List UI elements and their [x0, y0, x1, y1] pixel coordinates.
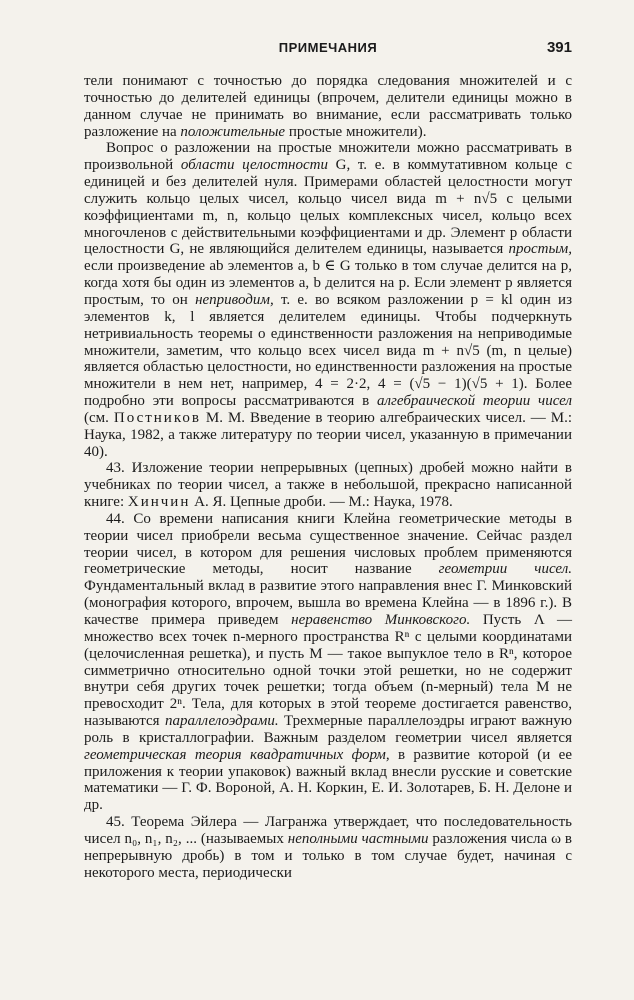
note-43: [84, 460, 572, 511]
italic-term: простым,: [508, 241, 572, 258]
note-45: [84, 814, 572, 881]
text-run: в развитие которой (и ее приложения к теории упаковок) важный вклад внесли русские и советские математики — Г. Ф. Вороной, А. Н. Коркин, Е. И. Золотарев, Б. Н. Делоне и др.: [84, 746, 572, 814]
italic-term: алгебраической теории чисел: [376, 393, 572, 410]
italic-term: геометрическая теория квадратичных форм,: [84, 746, 390, 763]
running-head: ПРИМЕЧАНИЯ: [278, 40, 378, 55]
text-run: М. М. Введение в теорию алгебраических чисел. — М.: Наука, 1982, а также литературу по теории чисел, указанную в примечании 40).: [84, 409, 572, 460]
page-number: 391: [546, 39, 572, 56]
body-text: [84, 73, 572, 882]
text-run: Вопрос о разложении на простые множители можно рассматривать в произвольной: [84, 140, 572, 174]
paragraph-continuation: [84, 73, 572, 140]
text-run: тели понимают с точностью до порядка следования множителей и с точностью до делителей единицы (впрочем, делители единицы можно в данном случае не принимать во внимание, если рассматривать только разложение на: [84, 73, 572, 140]
text-run: 44. Со времени написания книги Клейна геометрические методы в теории чисел приобрели весьма существенное значение. Сейчас раздел теории чисел, в котором для решения числовых проблем применяются геометрические методы, носит название: [84, 510, 572, 578]
text-run: (см.: [84, 409, 114, 426]
text-run: G, т. е. в коммутативном кольце с единицей и без делителей нуля. Примерами областей целостности могут служить кольцо целых чисел, кольцо чисел вида m + n√5 с целыми коэффициентами m, n, кольцо целых комплексных чисел, кольцо всех многочленов с действительными коэффициентами и др. Элемент p области целостности G, не являющийся делителем единицы, называется: [84, 157, 572, 258]
text-run: Пусть Λ — множество всех точек n-мерного пространства Rⁿ с целыми координатами (целочисленная решетка), и пусть M — такое выпуклое тело в Rⁿ, которое симметрично относительно одной точки этой решетки, но не содержит внутри себя других точек решетки; тогда объем (n-мерный) тела M не превосходит 2ⁿ. Тела, для которых в этой теореме достигается равенство, называются: [84, 612, 572, 730]
italic-term: неполными частными: [287, 830, 429, 847]
author-name: Хинчин: [127, 494, 191, 511]
text-run: разложения числа ω в непрерывную дробь) в том и только в том случае будет, начиная с некоторого места, периодически: [84, 830, 572, 881]
text-run: простые множители).: [285, 123, 427, 140]
text-run: Фундаментальный вклад в развитие этого направления внес Г. Минковский (монография которого, впрочем, вышла во времена Клейна — в 1896 г.). В качестве примера приведем: [84, 578, 572, 628]
italic-term: положительные: [180, 123, 286, 140]
italic-term: неравенство Минковского.: [291, 612, 471, 628]
italic-term: параллелоэдрами.: [164, 713, 279, 730]
paragraph-integral-domains: [84, 140, 572, 460]
text-run: Трехмерные параллелоэдры играют важную роль в кристаллографии. Важным разделом геометрии чисел является: [84, 713, 572, 746]
italic-term: неприводим,: [195, 291, 274, 308]
italic-term: геометрии чисел.: [438, 561, 572, 578]
italic-term: области целостности: [180, 157, 328, 174]
page-header: [84, 40, 572, 62]
text-run: т. е. во всяком разложении p = kl один из элементов k, l является делителем единицы. Чтобы подчеркнуть нетривиальность теоремы о единственности разложения на неприводимые множители, заметим, что кольцо всех чисел вида m + n√5 (m, n целые) является областью целостности, но единственности разложения на простые множители в нем нет, например, 4 = 2·2, 4 = (√5 − 1)(√5 + 1). Более подробно эти вопросы рассматриваются в: [84, 291, 572, 410]
author-name: Постников: [113, 409, 201, 426]
text-run: 45. Теорема Эйлера — Лагранжа утверждает, что последовательность чисел n₀, n₁, n₂, ... (называемых: [84, 814, 572, 847]
text-run: А. Я. Цепные дроби. — М.: Наука, 1978.: [190, 494, 453, 511]
text-run: если произведение ab элементов a, b ∈ G только в том случае делится на p, когда хотя бы один из элементов a, b делится на p. Если элемент p является простым, то он: [84, 258, 572, 308]
note-44: [84, 511, 572, 814]
text-run: 43. Изложение теории непрерывных (цепных) дробей можно найти в учебниках по теории чисел, а также в небольшой, прекрасно написанной книге:: [84, 460, 572, 511]
